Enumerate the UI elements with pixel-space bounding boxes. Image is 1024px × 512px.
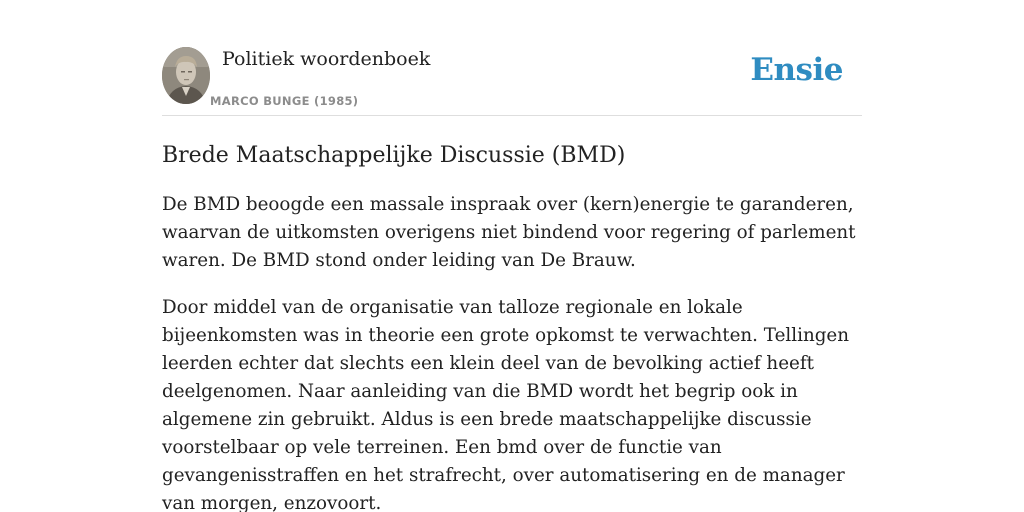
entry-card: [162, 46, 862, 512]
ensie-logo[interactable]: Ensie: [750, 52, 843, 88]
author-portrait-icon: [162, 47, 210, 104]
entry-term-heading: Brede Maatschappelijke Discussie (BMD): [162, 143, 626, 168]
author-name: MARCO BUNGE (1985): [210, 94, 359, 108]
entry-paragraph-1: De BMD beoogde een massale inspraak over (kern)energie te garanderen, waarvan de uitkomsten overigens niet bindend voor regering of parlement waren. De BMD stond onder leiding van De Brauw.: [162, 194, 856, 271]
entry-header: [162, 46, 862, 116]
book-title-link[interactable]: Politiek woordenboek: [222, 48, 431, 70]
entry-paragraph-2: Door middel van de organisatie van talloze regionale en lokale bijeenkomsten was in theorie een grote opkomst te verwachten. Tellingen leerden echter dat slechts een klein deel van de bevolking actief heeft deelgenomen. Naar aanleiding van die BMD wordt het begrip ook in algemene zin gebruikt. Aldus is een brede maatschappelijke discussie voorstelbaar op vele terreinen. Een bmd over de functie van gevangenisstraffen en het strafrecht, over automatisering en de manager van morgen, enzovoort.: [162, 297, 850, 512]
author-avatar: [162, 47, 210, 104]
